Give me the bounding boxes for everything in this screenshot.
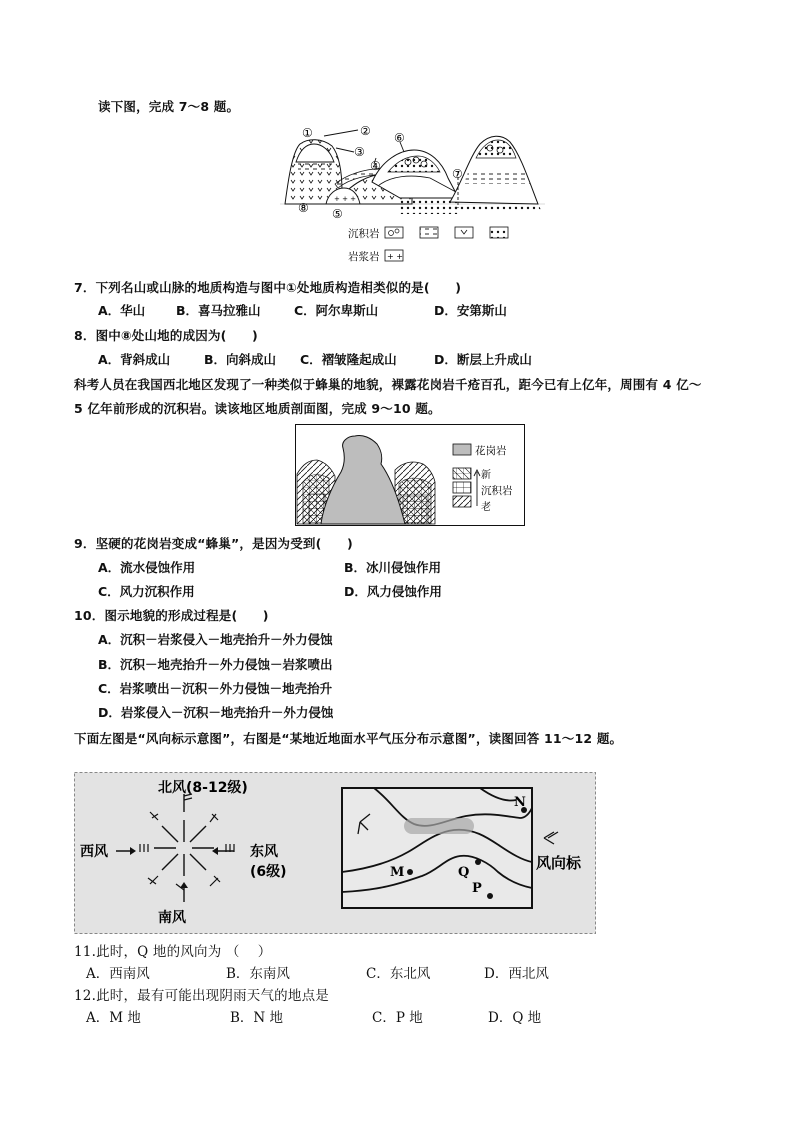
wind-pressure-figure (74, 772, 596, 934)
q10-option-c[interactable]: C．岩浆喷出－沉积－外力侵蚀－地壳抬升 (98, 681, 333, 696)
q11-option-b[interactable]: B．东南风 (226, 966, 290, 982)
q10-stem: 10．图示地貌的形成过程是( ) (74, 608, 269, 623)
q7-option-d[interactable]: D．安第斯山 (434, 303, 507, 318)
q10-option-a[interactable]: A．沉积－岩浆侵入－地壳抬升－外力侵蚀 (98, 632, 333, 647)
label-7: ⑦ (452, 167, 463, 181)
label-point-q: Q (458, 865, 470, 880)
q7-stem: 7．下列名山或山脉的地质构造与图中①处地质构造相类似的是( ) (74, 280, 462, 295)
legend-sedimentary-rock: 沉积岩 (481, 485, 513, 497)
q10-option-d[interactable]: D．岩浆侵入－沉积－地壳抬升－外力侵蚀 (98, 705, 334, 720)
intro-text-2-line1: 科考人员在我国西北地区发现了一种类似于蜂巢的地貌，裸露花岗岩千疮百孔，距今已有上亿年，周围有 4 亿～ (74, 377, 702, 392)
label-1: ① (302, 126, 313, 140)
legend-new: 新 (481, 470, 491, 481)
q12-option-d[interactable]: D．Q 地 (488, 1010, 542, 1026)
label-6: ⑥ (394, 131, 405, 145)
label-point-m: M (390, 865, 405, 880)
label-east-wind: 东风 (250, 844, 278, 860)
intro-text-2-line2: 5 亿年前形成的沉积岩。读该地区地质剖面图，完成 9～10 题。 (74, 401, 441, 416)
q8-option-a[interactable]: A．背斜成山 (98, 352, 171, 367)
q7-option-c[interactable]: C．阿尔卑斯山 (294, 303, 379, 318)
q12-option-c[interactable]: C．P 地 (372, 1010, 423, 1026)
intro-text-1: 读下图，完成 7～8 题。 (98, 99, 240, 114)
label-west-wind: 西风 (80, 844, 108, 860)
q12-stem: 12.此时，最有可能出现阴雨天气的地点是 (74, 988, 329, 1004)
q11-option-d[interactable]: D．西北风 (484, 966, 549, 982)
label-3: ③ (354, 145, 365, 159)
legend-magmatic: 岩浆岩 (348, 251, 380, 263)
label-wind-vane: 风向标 (536, 854, 582, 872)
intro-text-3: 下面左图是“风向标示意图”，右图是“某地近地面水平气压分布示意图”，读图回答 11～12 题。 (74, 731, 623, 746)
legend-sedimentary: 沉积岩 (348, 228, 380, 240)
q8-option-c[interactable]: C．褶皱隆起成山 (300, 352, 397, 367)
label-5: ⑤ (332, 207, 343, 221)
q8-stem: 8．图中⑧处山地的成因为( ) (74, 328, 258, 343)
legend-old: 老 (481, 502, 491, 513)
q9-option-b[interactable]: B．冰川侵蚀作用 (344, 560, 442, 575)
q9-option-d[interactable]: D．风力侵蚀作用 (344, 584, 442, 599)
q8-option-d[interactable]: D．断层上升成山 (434, 352, 532, 367)
label-4: ④ (370, 159, 381, 173)
label-point-n: N (514, 795, 526, 810)
label-east-level: (6级) (250, 864, 287, 880)
svg-text:+ + +: + + + (334, 195, 357, 203)
q7-option-b[interactable]: B．喜马拉雅山 (176, 303, 261, 318)
q11-option-a[interactable]: A．西南风 (86, 966, 150, 982)
label-8: ⑧ (298, 201, 309, 215)
q9-stem: 9．坚硬的花岗岩变成“蜂巢”，是因为受到( ) (74, 536, 353, 551)
geologic-section-figure (280, 122, 545, 267)
label-point-p: P (472, 881, 482, 896)
q11-option-c[interactable]: C．东北风 (366, 966, 431, 982)
q9-option-a[interactable]: A．流水侵蚀作用 (98, 560, 196, 575)
label-north-wind: 北风(8-12级) (158, 780, 248, 796)
svg-text:+ +: + + (387, 252, 403, 261)
q8-option-b[interactable]: B．向斜成山 (204, 352, 277, 367)
label-south-wind: 南风 (158, 910, 186, 926)
q10-option-b[interactable]: B．沉积－地壳抬升－外力侵蚀－岩浆喷出 (98, 657, 333, 672)
legend-granite: 花岗岩 (475, 445, 507, 457)
label-2: ② (360, 124, 371, 138)
q12-option-b[interactable]: B．N 地 (230, 1010, 284, 1026)
q7-option-a[interactable]: A．华山 (98, 303, 146, 318)
q9-option-c[interactable]: C．风力沉积作用 (98, 584, 195, 599)
q11-stem: 11.此时，Q 地的风向为 （ ） (74, 944, 272, 960)
granite-section-figure (295, 424, 525, 526)
q12-option-a[interactable]: A．M 地 (86, 1010, 141, 1026)
